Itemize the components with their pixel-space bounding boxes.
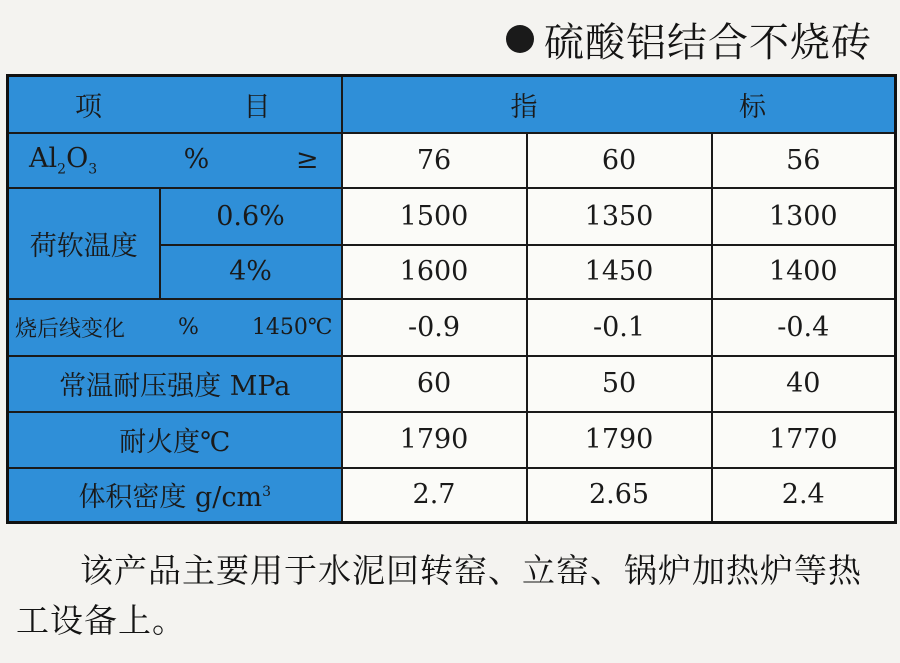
value-cell: 50 [527,356,712,412]
row-label-ccs: 常温耐压强度 MPa [8,356,342,412]
product-description: 该产品主要用于水泥回转窑、立窑、锅炉加热炉等热工设备上。 [16,551,862,640]
table-row [8,412,896,468]
value-cell: 1790 [342,412,527,468]
header-index: 指 标 [342,76,896,133]
table-row [8,356,896,412]
value-cell: 1790 [527,412,712,468]
table-row [8,188,896,245]
value-cell: 1500 [342,188,527,245]
table-row [8,299,896,356]
value-cell: 60 [527,133,712,188]
value-cell: 1300 [712,188,896,245]
spec-table [6,74,897,524]
value-cell: 40 [712,356,896,412]
value-cell: 1450 [527,245,712,299]
row-label-softening: 荷软温度 [8,188,160,299]
value-cell: -0.1 [527,299,712,356]
value-cell: 2.7 [342,468,527,523]
value-cell: 60 [342,356,527,412]
table-row [8,468,896,523]
value-cell: 1600 [342,245,527,299]
value-cell: 1770 [712,412,896,468]
value-cell: 76 [342,133,527,188]
bullet-icon [506,25,534,53]
value-cell: 56 [712,133,896,188]
value-cell: -0.4 [712,299,896,356]
header-item: 项 目 [8,76,342,133]
header-row [8,76,896,133]
value-cell: 1400 [712,245,896,299]
title-text: 硫酸铝结合不烧砖 [544,19,872,66]
row-label-refractoriness: 耐火度℃ [8,412,342,468]
page-title [506,14,872,64]
row-sublabel: 0.6% [160,188,342,245]
row-label-bulk-density: 体积密度 $g/cm^3$ [8,468,342,523]
row-label-pldc: 烧后线变化 % 1450℃ [8,299,342,356]
value-cell: 1350 [527,188,712,245]
value-cell: 2.4 [712,468,896,523]
row-label-al2o3: $Al_2O_3$ % ≥ [8,133,342,188]
row-sublabel: 4% [160,245,342,299]
value-cell: 2.65 [527,468,712,523]
value-cell: -0.9 [342,299,527,356]
table-row [8,133,896,188]
